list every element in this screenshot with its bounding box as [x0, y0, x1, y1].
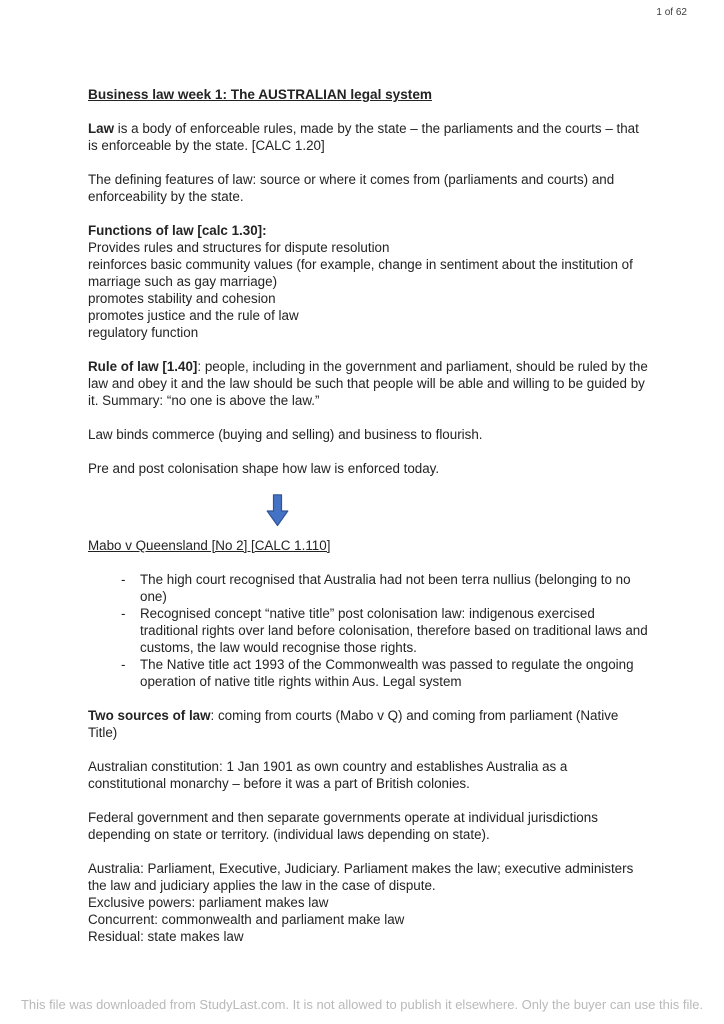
functions-line: promotes justice and the rule of law [88, 308, 299, 323]
law-definition-text: is a body of enforceable rules, made by the state – the parliaments and the courts – that is enforceable by the state. [CALC 1.20] [88, 121, 639, 153]
mabo-bullet-list [88, 571, 648, 690]
australia-branches-line: Exclusive powers: parliament makes law [88, 895, 329, 910]
bullet-text: The high court recognised that Australia had not been terra nullius (belonging to no one) [140, 572, 631, 604]
functions-line: promotes stability and cohesion [88, 291, 276, 306]
functions-line: reinforces basic community values (for example, change in sentiment about the institution of marriage such as gay marriage) [88, 257, 633, 289]
federal-government-paragraph: Federal government and then separate governments operate at individual jurisdictions depending on state or territory. (individual laws depending on state). [88, 810, 598, 842]
bullet-item [88, 656, 648, 690]
bullet-item [88, 605, 648, 656]
functions-line: regulatory function [88, 325, 199, 340]
functions-of-law-section [88, 222, 648, 341]
commerce-paragraph: Law binds commerce (buying and selling) and business to flourish. [88, 427, 483, 442]
australia-branches-line: Australia: Parliament, Executive, Judiciary. Parliament makes the law; executive administers the law and judiciary applies the law in the case of dispute. [88, 861, 634, 893]
bullet-text: The Native title act 1993 of the Commonwealth was passed to regulate the ongoing operation of native title rights within Aus. Legal system [140, 657, 634, 689]
studylast-watermark: This file was downloaded from StudyLast.com. It is not allowed to publish it elsewhere. Only the buyer can use this file. [20, 997, 704, 1012]
two-sources-lead: Two sources of law [88, 708, 211, 723]
australia-branches-line: Residual: state makes law [88, 929, 244, 944]
rule-of-law-lead: Rule of law [1.40] [88, 359, 198, 374]
bullet-text: Recognised concept “native title” post colonisation law: indigenous exercised traditional rights over land before colonisation, therefore based on traditional laws and customs, the law would recognise those rights. [140, 606, 648, 655]
down-arrow-icon [266, 494, 648, 527]
functions-heading: Functions of law [calc 1.30]: [88, 223, 267, 238]
bullet-marker: - [121, 572, 126, 587]
australia-branches-line: Concurrent: commonwealth and parliament make law [88, 912, 405, 927]
colonisation-paragraph: Pre and post colonisation shape how law is enforced today. [88, 461, 440, 476]
rule-of-law-text: : people, including in the government and parliament, should be ruled by the law and obey it and the law should be such that people will be able and willing to be guided by it. Summary: “no one is above the law.” [88, 359, 648, 408]
bullet-marker: - [121, 606, 126, 621]
rule-of-law-paragraph [88, 358, 648, 409]
law-definition-paragraph [88, 120, 648, 154]
constitution-paragraph: Australian constitution: 1 Jan 1901 as own country and establishes Australia as a constitutional monarchy – before it was a part of British colonies. [88, 759, 568, 791]
functions-line: Provides rules and structures for dispute resolution [88, 240, 390, 255]
bullet-marker: - [121, 657, 126, 672]
page-number-indicator: 1 of 62 [656, 7, 687, 18]
document-body [88, 86, 648, 962]
document-title: Business law week 1: The AUSTRALIAN legal system [88, 87, 432, 102]
law-definition-lead: Law [88, 121, 115, 136]
bullet-item [88, 571, 648, 605]
two-sources-paragraph [88, 707, 648, 741]
australia-branches-section [88, 860, 648, 945]
mabo-case-heading: Mabo v Queensland [No 2] [CALC 1.110] [88, 538, 331, 553]
defining-features-paragraph: The defining features of law: source or where it comes from (parliaments and courts) and enforceability by the state. [88, 172, 615, 204]
two-sources-text: : coming from courts (Mabo v Q) and coming from parliament (Native Title) [88, 708, 619, 740]
